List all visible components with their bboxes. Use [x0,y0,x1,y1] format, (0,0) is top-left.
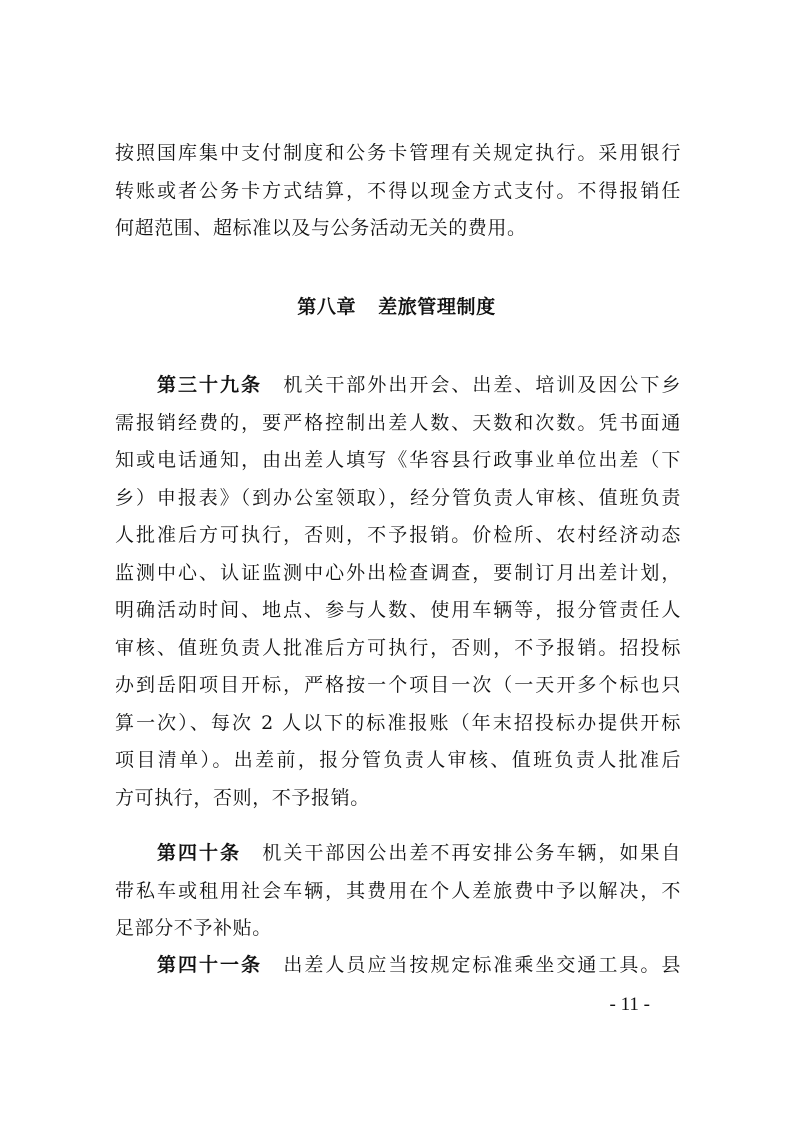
chapter-heading [0,292,793,319]
article-39 [115,367,681,817]
text-line: 算一次）、每次 2 人以下的标准报账（年末招投标办提供开标 [115,711,681,734]
text-line: 办到岳阳项目开标，严格按一个项目一次（一天开多个标也只 [115,674,681,696]
text-line: 方可执行，否则，不予报销。 [115,786,370,809]
text-line: 第四十一条 出差人员应当按规定标准乘坐交通工具。县 [157,954,681,976]
text-line: 何超范围、超标准以及与公务活动无关的费用。 [115,217,527,239]
text-line: 乡）申报表》（到办公室领取），经分管负责人审核、值班负责 [115,486,681,509]
article-41 [115,947,681,985]
chapter-number: 第八章 [297,296,357,318]
text-line: 明确活动时间、地点、参与人数、使用车辆等，报分管责任人 [115,599,681,621]
chapter-title: 差旅管理制度 [378,296,496,318]
text-line: 带私车或租用社会车辆，其费用在个人差旅费中予以解决，不 [115,879,681,902]
intro-paragraph [115,135,681,248]
text-line: 项目清单）。出差前，报分管负责人审核、值班负责人批准后 [115,749,681,771]
article-label: 第三十九条 [157,374,262,396]
text-line: 需报销经费的，要严格控制出差人数、天数和次数。凭书面通 [115,411,681,434]
text-line: 按照国库集中支付制度和公务卡管理有关规定执行。采用银行 [115,142,681,164]
text-line: 知或电话通知，由出差人填写《华容县行政事业单位出差（下 [115,449,681,471]
page-number: - 11 - [609,994,650,1015]
article-label: 第四十条 [157,842,241,864]
text-line: 转账或者公务卡方式结算，不得以现金方式支付。不得报销任 [115,179,681,202]
text-line: 足部分不予补贴。 [115,917,272,939]
article-40 [115,835,681,948]
text-line: 人批准后方可执行，否则，不予报销。价检所、农村经济动态 [115,524,681,546]
text-line: 第四十条 机关干部因公出差不再安排公务车辆，如果自 [157,842,681,864]
text-line: 监测中心、认证监测中心外出检查调查，要制订月出差计划， [115,561,681,584]
text-line: 第三十九条 机关干部外出开会、出差、培训及因公下乡 [157,374,681,396]
article-label: 第四十一条 [157,954,262,976]
text-line: 审核、值班负责人批准后方可执行，否则，不予报销。招投标 [115,636,681,659]
